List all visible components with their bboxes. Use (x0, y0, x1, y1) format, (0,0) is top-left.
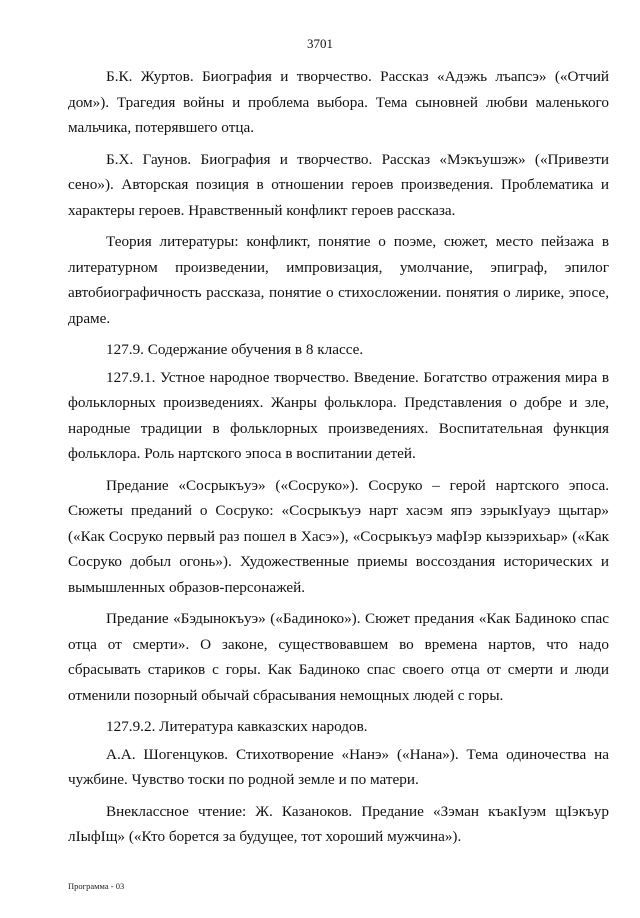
page-number: 3701 (307, 36, 333, 51)
paragraph-gaunov: Б.Х. Гаунов. Биография и творчество. Рассказ «Мэкъушэж» («Привезти сено»). Авторская позиция в отношении героев произведения. Проблематика и характеры героев. Нравственный конфликт героев рассказа. (68, 150, 609, 219)
document-body (68, 64, 609, 856)
page-footer: Программа - 03 (68, 881, 125, 891)
paragraph-shogentsukov: А.А. Шогенцуков. Стихотворение «Нанэ» («Нана»). Тема одиночества на чужбине. Чувство тоски по родной земле и по матери. (68, 745, 609, 788)
section-heading-grade-8: 127.9. Содержание обучения в 8 классе. (106, 341, 364, 358)
paragraph-badinoko: Предание «Бэдынокъуэ» («Бадиноко»). Сюжет предания «Как Бадиноко спас отца от смерти». О законе, существовавшем во времена нартов, что надо сбрасывать стариков с горы. Как Бадиноко спас своего отца от смерти и люди отменили позорный обычай сбрасывания немощных людей с горы. (68, 610, 609, 704)
section-heading-caucasian-literature: 127.9.2. Литература кавказских народов. (106, 718, 368, 735)
paragraph-folklore: 127.9.1. Устное народное творчество. Введение. Богатство отражения мира в фольклорных произведениях. Жанры фольклора. Представления о добре и зле, народные традиции в фольклорных произведениях. Воспитательная функция фольклора. Роль нартского эпоса в воспитании детей. (68, 368, 609, 462)
paragraph-literary-theory: Теория литературы: конфликт, понятие о поэме, сюжет, место пейзажа в литературном произведении, импровизация, умолчание, эпиграф, эпилог автобиографичность рассказа, понятие о стихосложении. понятия о лирике, эпосе, драме. (68, 233, 609, 327)
paragraph-sosruko: Предание «Сосрыкъуэ» («Сосруко»). Сосруко – герой нартского эпоса. Сюжеты преданий о Сосруко: «Сосрыкъуэ нарт хасэм япэ зэрыкIуауэ щытар» («Как Сосруко первый раз пошел в Хасэ»), «Сосрыкъуэ мафIэр кызэрихьар» («Как Сосруко добыл огонь»). Художественные приемы воссоздания исторических и вымышленных образов-персонажей. (68, 476, 609, 596)
paragraph-zhurtov: Б.К. Журтов. Биография и творчество. Рассказ «Адэжь лъапсэ» («Отчий дом»). Трагедия войны и проблема выбора. Тема сыновней любви маленького мальчика, потерявшего отца. (68, 68, 609, 136)
paragraph-extracurricular-reading: Внеклассное чтение: Ж. Казаноков. Предание «Зэман къакIуэм щIэкъур лIыфIщ» («Кто борется за будущее, тот хороший мужчина»). (68, 802, 609, 845)
